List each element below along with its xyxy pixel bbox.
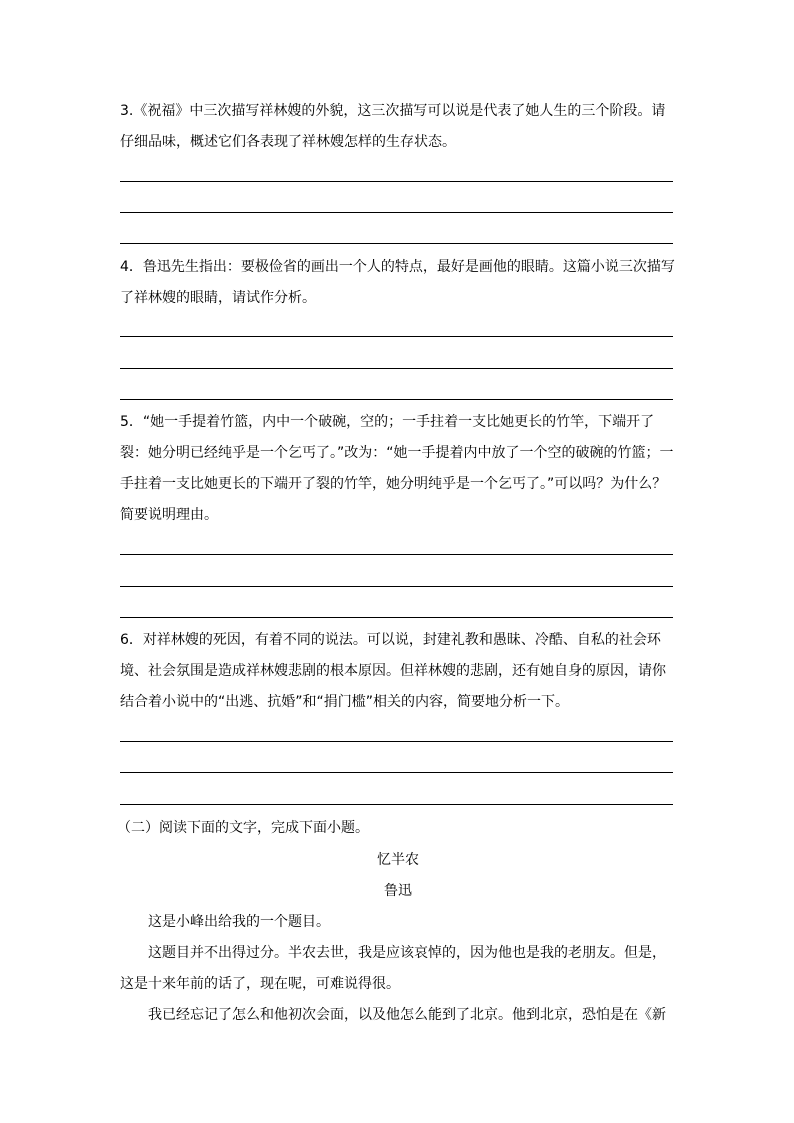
answer-line[interactable] [120, 554, 673, 555]
article-author: 鲁迅 [384, 883, 412, 899]
answer-line[interactable] [120, 804, 673, 805]
question-5: 5．“她一手提着竹篮，内中一个破碗，空的；一手拄着一支比她更长的竹竿，下端开了裂：她分明已经纯乎是一个乞丐了。”改为：“她一手提着内中放了一个空的破碗的竹篮；一手拄着一支比她更长的下端开了裂的竹竿，她分明纯乎是一个乞丐了。”可以吗？为什么？简要说明理由。 [120, 414, 674, 523]
article-title: 忆半农 [377, 852, 419, 868]
question-4: 4．鲁迅先生指出：要极俭省的画出一个人的特点，最好是画他的眼睛。这篇小说三次描写了祥林嫂的眼睛，请试作分析。 [120, 259, 675, 306]
paragraph: 这是小峰出给我的一个题目。 [148, 914, 330, 930]
answer-line[interactable] [120, 336, 673, 337]
answer-line[interactable] [120, 586, 673, 587]
paragraph: 我已经忘记了怎么和他初次会面，以及他怎么能到了北京。他到北京，恐怕是在《新 [148, 1007, 666, 1023]
paragraph: 这题目并不出得过分。半农去世，我是应该哀悼的，因为他也是我的老朋友。但是，这是十来年前的话了，现在呢，可难说得很。 [120, 945, 666, 992]
section-heading: （二）阅读下面的文字，完成下面小题。 [117, 820, 369, 836]
question-6: 6．对祥林嫂的死因，有着不同的说法。可以说，封建礼教和愚昧、冷酷、自私的社会环境、社会氛围是造成祥林嫂悲剧的根本原因。但祥林嫂的悲剧，还有她自身的原因，请你结合着小说中的“出逃、抗婚”和“捐门槛”相关的内容，简要地分析一下。 [120, 632, 666, 710]
answer-line[interactable] [120, 212, 673, 213]
answer-line[interactable] [120, 181, 673, 182]
answer-line[interactable] [120, 368, 673, 369]
answer-line[interactable] [120, 772, 673, 773]
answer-line[interactable] [120, 741, 673, 742]
answer-line[interactable] [120, 399, 673, 400]
question-3: 3.《祝福》中三次描写祥林嫂的外貌，这三次描写可以说是代表了她人生的三个阶段。请仔细品味，概述它们各表现了祥林嫂怎样的生存状态。 [120, 103, 666, 150]
answer-line[interactable] [120, 243, 673, 244]
answer-line[interactable] [120, 617, 673, 618]
